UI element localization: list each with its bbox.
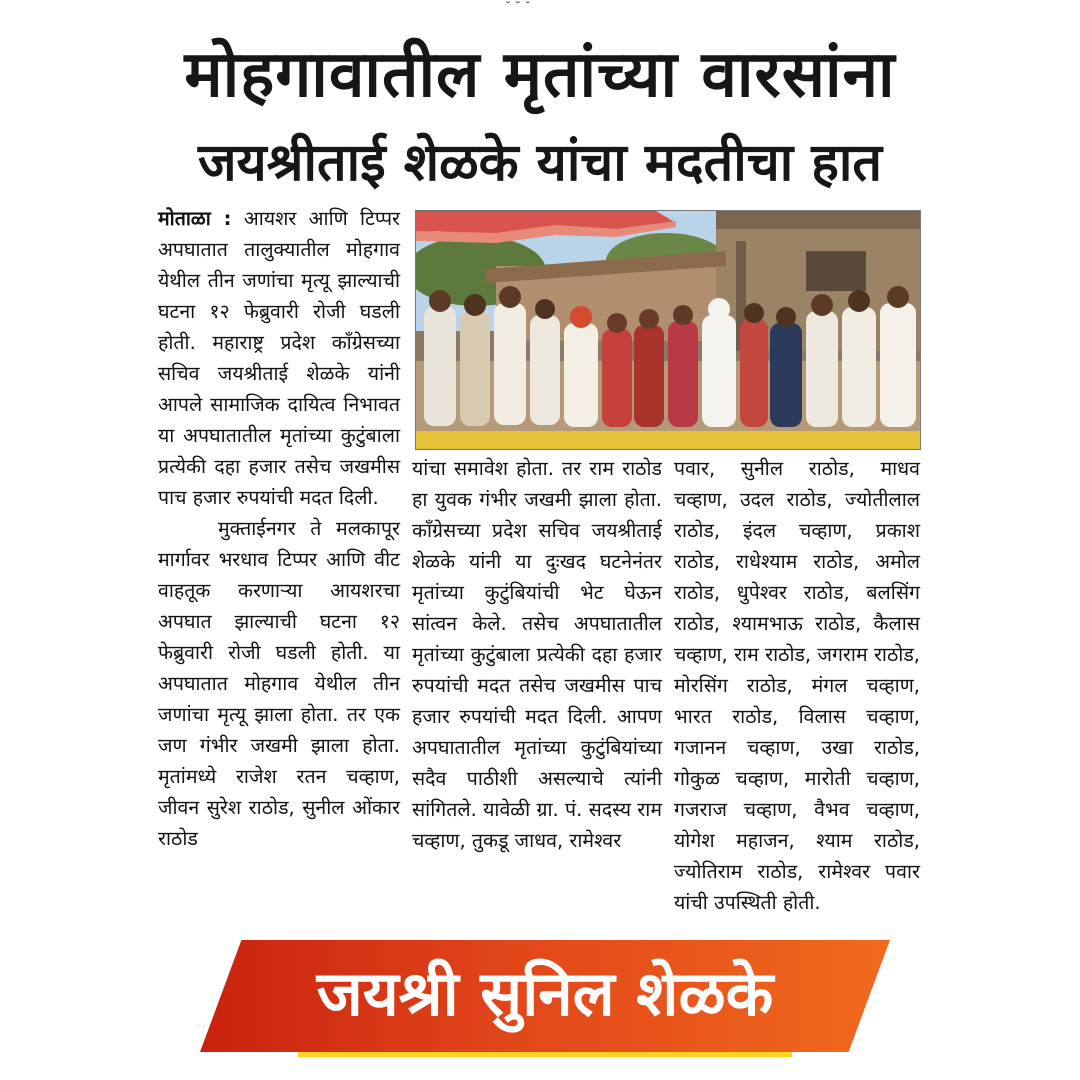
masthead-fragment: ˘ ˘ ˘	[505, 0, 531, 14]
article-paragraph-2: मुक्ताईनगर ते मलकापूर मार्गावर भरधाव टिप्पर आणि वीट वाहतूक करणाऱ्या आयशरचा अपघात झाल्याची घटना १२ फेब्रुवारी रोजी घडली होती. या अपघातात मोहगाव येथील तीन जणांचा मृत्यू झाला होता. तर एक जण गंभीर जखमी झाला होता. मृतांमध्ये राजेश रतन चव्हाण, जीवन सुरेश राठोड, सुनील ओंकार राठोड	[158, 517, 400, 850]
news-photo	[415, 210, 921, 450]
article-paragraph-1-text: आयशर आणि टिप्पर अपघातात तालुक्यातील मोहगाव येथील तीन जणांचा मृत्यू झाल्याची घटना १२ फेब्रुवारी रोजी घडली होती. महाराष्ट्र प्रदेश काँग्रेसच्या सचिव जयश्रीताई शेळके यांनी आपले सामाजिक दायित्व निभावत या अपघातातील मृतांच्या कुटुंबाला प्रत्येकी दहा हजार तसेच जखमीस पाच हजार रुपयांची मदत दिली.	[158, 207, 400, 509]
headline-line-2: जयश्रीताई शेळके यांचा मदतीचा हात	[197, 133, 883, 193]
article-paragraph-1	[158, 203, 400, 513]
name-banner	[200, 940, 890, 1058]
banner-underline	[298, 1052, 792, 1057]
article-column-1	[158, 203, 400, 854]
article-column-3: पवार, सुनील राठोड, माधव चव्हाण, उदल राठोड, ज्योतीलाल राठोड, इंदल चव्हाण, प्रकाश राठोड, राधेश्याम राठोड, अमोल राठोड, धुपेश्वर राठोड, बलसिंग राठोड, श्यामभाऊ राठोड, कैलास चव्हाण, राम राठोड, जगराम राठोड, मोरसिंग राठोड, मंगल चव्हाण, भारत राठोड, विलास चव्हाण, गजानन चव्हाण, उखा राठोड, गोकुळ चव्हाण, मारोती चव्हाण, गजराज चव्हाण, वैभव चव्हाण, योगेश महाजन, श्याम राठोड, ज्योतिराम राठोड, रामेश्वर पवार यांची उपस्थिती होती.	[674, 457, 920, 914]
dateline: मोताळा :	[158, 207, 232, 230]
headline-line-1: मोहगावातील मृतांच्या वारसांना	[184, 38, 896, 112]
banner-name: जयश्री सुनिल शेळके	[316, 957, 774, 1030]
article-column-2: यांचा समावेश होता. तर राम राठोड हा युवक गंभीर जखमी झाला होता. काँग्रेसच्या प्रदेश सचिव जयश्रीताई शेळके यांनी या दुःखद घटनेनंतर मृतांच्या कुटुंबियांची भेट घेऊन सांत्वन केले. तसेच अपघातातील मृतांच्या कुटुंबाला प्रत्येकी दहा हजार रुपयांची मदत तसेच जखमीस पाच हजार रुपयांची मदत दिली. आपण अपघातातील मृतांच्या कुटुंबियांच्या सदैव पाठीशी असल्याचे त्यांनी सांगितले. यावेळी ग्रा. पं. सदस्य राम चव्हाण, तुकडू जाधव, रामेश्वर	[412, 457, 662, 852]
